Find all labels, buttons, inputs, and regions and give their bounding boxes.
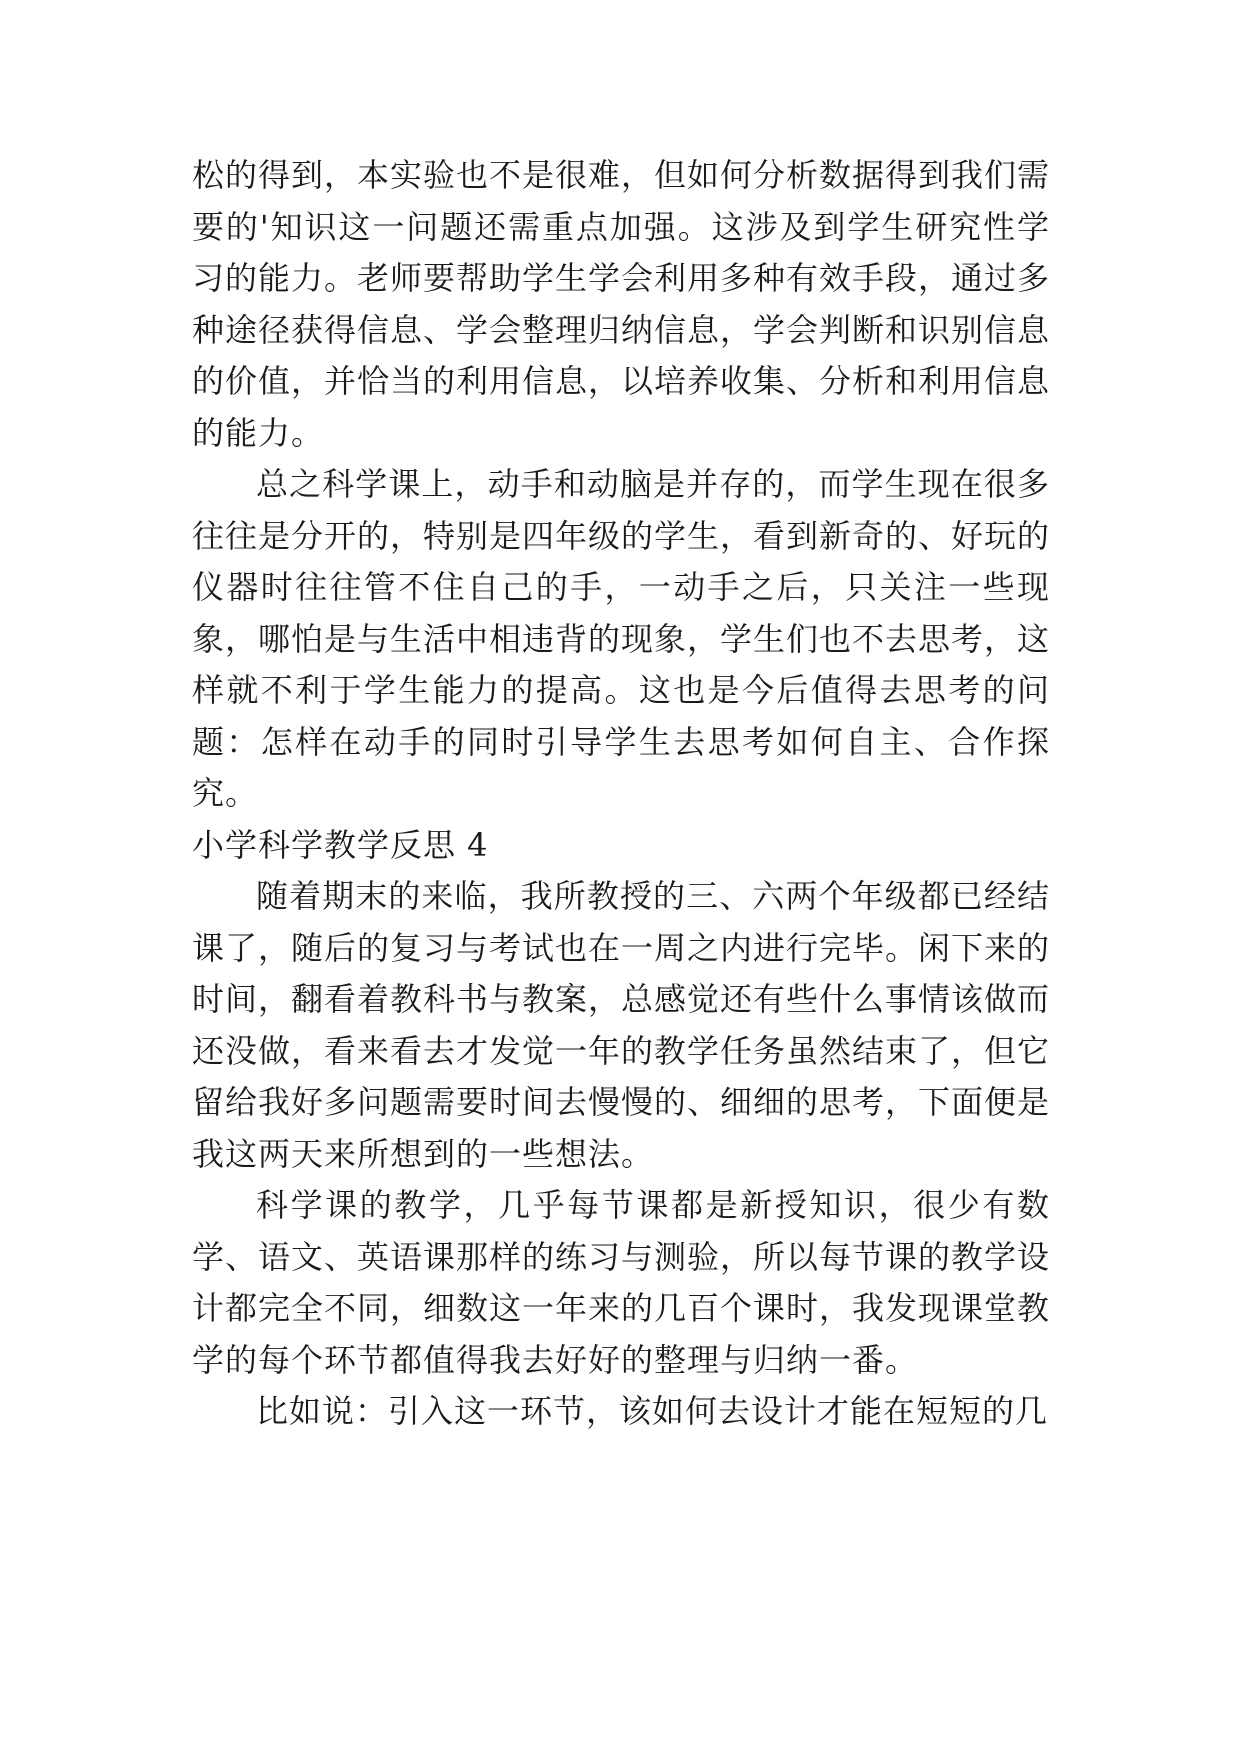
paragraph-3: 随着期末的来临，我所教授的三、六两个年级都已经结课了，随后的复习与考试也在一周之内进行完毕。闲下来的时间，翻看着教科书与教案，总感觉还有些什么事情该做而还没做，看来看去才发觉一年的教学任务虽然结束了，但它留给我好多问题需要时间去慢慢的、细细的思考，下面便是我这两天来所想到的一些想法。 [192, 877, 1051, 1173]
paragraph-5: 比如说：引入这一环节，该如何去设计才能在短短的几 [256, 1392, 1049, 1430]
paragraph-2: 总之科学课上，动手和动脑是并存的，而学生现在很多往往是分开的，特别是四年级的学生，看到新奇的、好玩的仪器时往往管不住自己的手，一动手之后，只关注一些现象，哪怕是与生活中相违背的现象，学生们也不去思考，这样就不利于学生能力的提高。这也是今后值得去思考的问题：怎样在动手的同时引导学生去思考如何自主、合作探究。 [192, 465, 1051, 812]
section-heading: 小学科学教学反思 4 [192, 825, 489, 864]
paragraph-4: 科学课的教学，几乎每节课都是新授知识，很少有数学、语文、英语课那样的练习与测验，所以每节课的教学设计都完全不同，细数这一年来的几百个课时，我发现课堂教学的每个环节都值得我去好好的整理与归纳一番。 [192, 1186, 1051, 1379]
document-body [192, 150, 1050, 1438]
paragraph-1: 松的得到，本实验也不是很难，但如何分析数据得到我们需要的'知识这一问题还需重点加强。这涉及到学生研究性学习的能力。老师要帮助学生学会利用多种有效手段，通过多种途径获得信息、学会整理归纳信息，学会判断和识别信息的价值，并恰当的利用信息，以培养收集、分析和利用信息的能力。 [192, 156, 1051, 452]
